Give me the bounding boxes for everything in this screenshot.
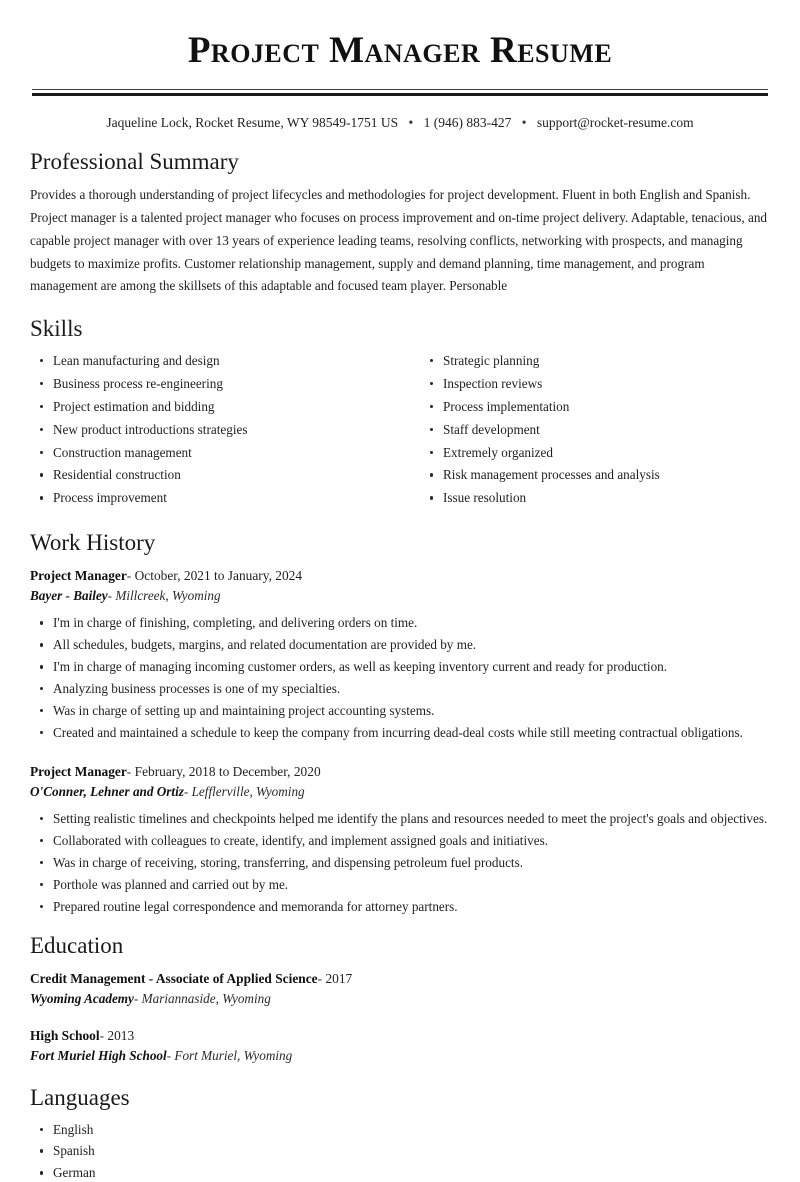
list-item: English	[30, 1121, 770, 1138]
contact-phone[interactable]: 1 (946) 883-427	[423, 114, 512, 130]
section-languages	[30, 1084, 770, 1182]
section-heading-summary: Professional Summary	[30, 148, 239, 174]
job-location: Lefflerville, Wyoming	[191, 783, 305, 799]
list-item: Staff development	[420, 421, 770, 438]
section-work-history	[30, 529, 770, 915]
job-responsibilities-list	[30, 810, 770, 915]
list-item: German	[30, 1164, 770, 1181]
contact-name-address: Jaqueline Lock, Rocket Resume, WY 98549-1751 US	[106, 114, 399, 130]
list-item: Business process re-engineering	[30, 375, 400, 392]
list-item: Spanish	[30, 1142, 770, 1159]
skills-column-right	[400, 352, 770, 512]
list-item: Risk management processes and analysis	[420, 466, 770, 483]
job-company-line	[30, 586, 770, 606]
education-school-line	[30, 989, 770, 1009]
list-item: Prepared routine legal correspondence and memoranda for attorney partners.	[30, 898, 770, 915]
list-item: I'm in charge of finishing, completing, and delivering orders on time.	[30, 614, 770, 631]
job-dates: February, 2018 to December, 2020	[134, 763, 321, 779]
education-degree-dash: -	[99, 1028, 105, 1044]
page-title: Project Manager Resume	[187, 30, 613, 71]
divider-thick-line	[32, 93, 768, 96]
contact-separator-1: •	[408, 114, 414, 130]
education-school-line	[30, 1046, 770, 1066]
section-education	[30, 932, 770, 1067]
contact-email[interactable]: support@rocket-resume.com	[536, 114, 694, 130]
job-location: Millcreek, Wyoming	[115, 588, 221, 604]
education-school: Wyoming Academy	[30, 990, 134, 1006]
list-item: Inspection reviews	[420, 375, 770, 392]
contact-separator-2: •	[521, 114, 527, 130]
education-location: Fort Muriel, Wyoming	[174, 1048, 293, 1064]
list-item: All schedules, budgets, margins, and related documentation are provided by me.	[30, 636, 770, 653]
education-school: Fort Muriel High School	[30, 1048, 167, 1064]
list-item: Created and maintained a schedule to keep the company from incurring dead-deal costs while still meeting contractual obligations.	[30, 724, 770, 741]
skills-list-right	[420, 352, 770, 507]
list-item: Project estimation and bidding	[30, 398, 400, 415]
work-history-entry	[30, 762, 770, 916]
education-school-dash: -	[166, 1048, 172, 1064]
job-company-dash: -	[107, 588, 113, 604]
list-item: Strategic planning	[420, 352, 770, 369]
education-entry	[30, 969, 770, 1010]
list-item: Issue resolution	[420, 489, 770, 506]
education-entry	[30, 1026, 770, 1067]
education-degree-line	[30, 969, 770, 989]
education-year: 2017	[325, 970, 353, 986]
list-item: New product introductions strategies	[30, 421, 400, 438]
list-item: Was in charge of setting up and maintaining project accounting systems.	[30, 702, 770, 719]
list-item: Collaborated with colleagues to create, identify, and implement assigned goals and initiatives.	[30, 832, 770, 849]
education-degree-dash: -	[317, 970, 323, 986]
education-school-dash: -	[133, 990, 139, 1006]
skills-column-left	[30, 352, 400, 512]
summary-text: Provides a thorough understanding of project lifecycles and methodologies for project development. Fluent in both English and Spanish. Project manager is a talented project manager who focuses on process improvement and on-time project delivery. Adaptable, tenacious, and capable project manager with over 13 years of experience leading teams, resolving conflicts, networking with prospects, and managing budgets to maximize profits. Customer relationship management, supply and demand planning, time management, and program management are among the skillsets of this adaptable and focused team player. Personable	[30, 187, 768, 294]
job-responsibilities-list	[30, 614, 770, 741]
section-heading-languages: Languages	[30, 1084, 130, 1110]
job-title-line	[30, 762, 770, 782]
education-year: 2013	[107, 1028, 135, 1044]
list-item: Analyzing business processes is one of my specialties.	[30, 680, 770, 697]
section-heading-skills: Skills	[30, 316, 83, 342]
job-title: Project Manager	[30, 567, 127, 583]
education-degree-line	[30, 1026, 770, 1046]
list-item: Extremely organized	[420, 444, 770, 461]
list-item: Construction management	[30, 444, 400, 461]
list-item: I'm in charge of managing incoming customer orders, as well as keeping inventory current and ready for production.	[30, 658, 770, 675]
skills-list-left	[30, 352, 400, 507]
contact-line	[30, 115, 770, 131]
section-skills	[30, 315, 770, 512]
job-company-line	[30, 782, 770, 802]
list-item: Lean manufacturing and design	[30, 352, 400, 369]
section-professional-summary	[30, 148, 770, 299]
job-company-dash: -	[183, 783, 189, 799]
section-heading-work-history: Work History	[30, 530, 156, 556]
list-item: Process improvement	[30, 489, 400, 506]
list-item: Was in charge of receiving, storing, transferring, and dispensing petroleum fuel products.	[30, 854, 770, 871]
job-title-dash: -	[126, 567, 132, 583]
job-dates: October, 2021 to January, 2024	[134, 567, 303, 583]
education-degree: Credit Management - Associate of Applied Science	[30, 970, 318, 986]
header-divider	[30, 89, 770, 96]
job-title-dash: -	[126, 763, 132, 779]
skills-columns	[30, 352, 770, 512]
list-item: Porthole was planned and carried out by me.	[30, 876, 770, 893]
job-title-line	[30, 566, 770, 586]
education-degree: High School	[30, 1028, 100, 1044]
job-company: Bayer - Bailey	[30, 588, 108, 604]
job-title: Project Manager	[30, 763, 127, 779]
job-company: O'Conner, Lehner and Ortiz	[30, 783, 184, 799]
list-item: Setting realistic timelines and checkpoints helped me identify the plans and resources needed to meet the project's goals and objectives.	[30, 810, 770, 827]
languages-list	[30, 1121, 770, 1182]
list-item: Process implementation	[420, 398, 770, 415]
work-history-entry	[30, 566, 770, 742]
list-item: Residential construction	[30, 466, 400, 483]
education-location: Mariannaside, Wyoming	[141, 990, 271, 1006]
section-heading-education: Education	[30, 933, 124, 959]
